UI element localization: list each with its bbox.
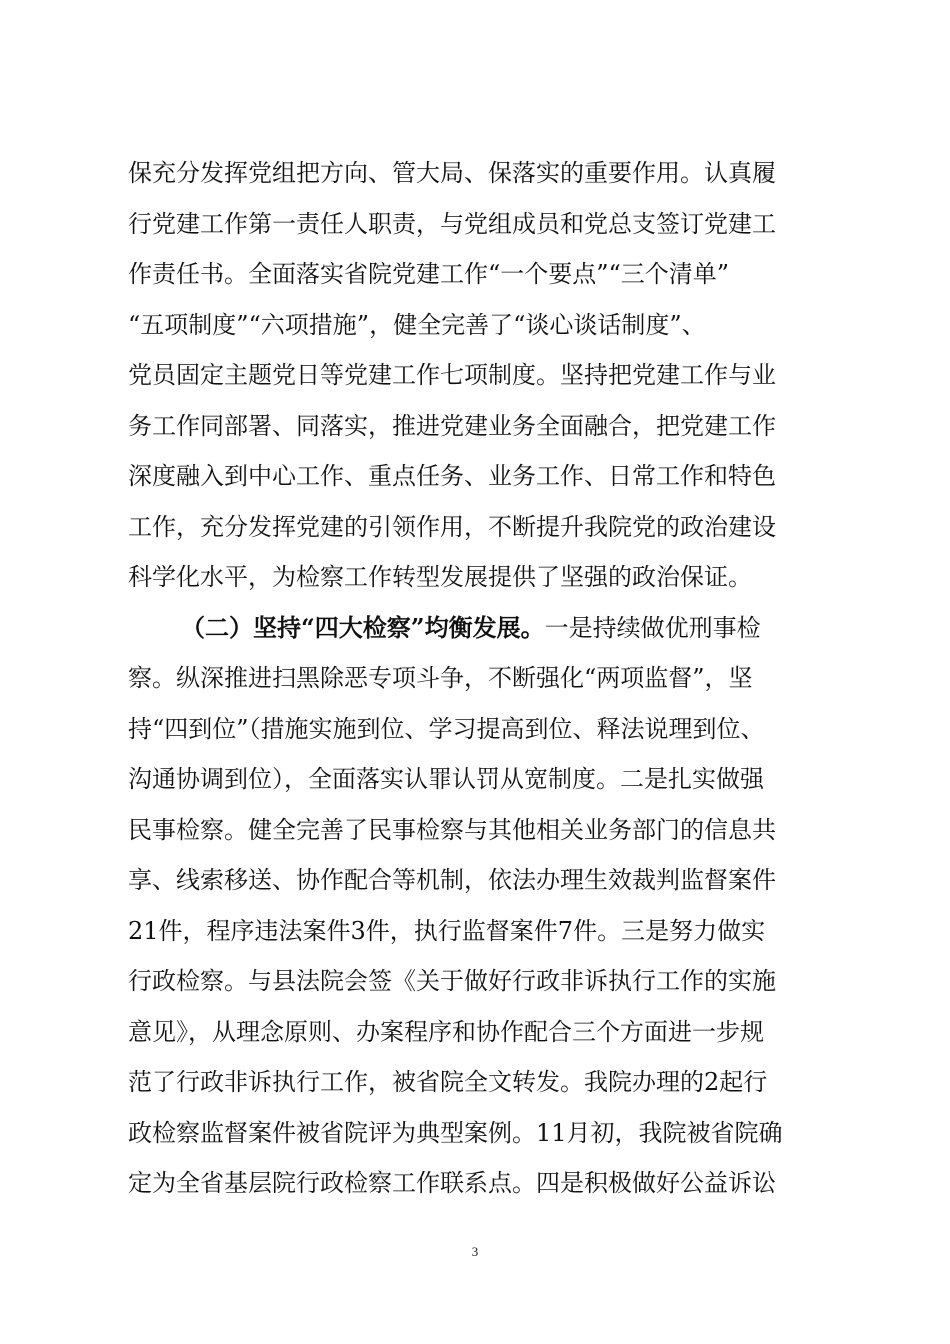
text-line: “五项制度”“六项措施”，健全完善了“谈心谈话制度”、 [128, 310, 706, 339]
text-line: 工作，充分发挥党建的引领作用，不断提升我院党的政治建设 [128, 512, 776, 541]
text-line: 作责任书。全面落实省院党建工作“一个要点”“三个清单” [128, 260, 730, 288]
text-line: 政检察监督案件被省院评为典型案例。11月初，我院被省院确 [128, 1118, 783, 1147]
page-number: 3 [471, 1244, 479, 1259]
body-text [128, 148, 828, 1209]
text-line: 21件，程序违法案件3件，执行监督案件7件。三是努力做实 [128, 916, 766, 945]
text-line: 深度融入到中心工作、重点任务、业务工作、日常工作和特色 [128, 462, 776, 490]
text-line: 党员固定主题党日等党建工作七项制度。坚持把党建工作与业 [128, 361, 776, 389]
text-line: 民事检察。健全完善了民事检察与其他相关业务部门的信息共 [128, 815, 776, 844]
text-line: 保充分发挥党组把方向、管大局、保落实的重要作用。认真履 [128, 159, 776, 187]
text-line: 享、线索移送、协作配合等机制，依法办理生效裁判监督案件 [128, 866, 776, 894]
section-heading-line [128, 603, 828, 654]
text-line: 定为全省基层院行政检察工作联系点。四是积极做好公益诉讼 [128, 1169, 776, 1197]
text-line: 察。纵深推进扫黑除恶专项斗争，不断强化“两项监督”，坚 [128, 664, 753, 692]
text-line: 持“四到位”（措施实施到位、学习提高到位、释法说理到位、 [128, 714, 765, 743]
text-line: 范了行政非诉执行工作，被省院全文转发。我院办理的2起行 [128, 1068, 768, 1096]
text-line: 意见》，从理念原则、办案程序和协作配合三个方面进一步规 [128, 1017, 764, 1046]
section-heading: （二）坚持“四大检察”均衡发展。 [181, 612, 545, 642]
text-line: 务工作同部署、同落实，推进党建业务全面融合，把党建工作 [128, 411, 776, 440]
text-line: 行政检察。与县法院会签《关于做好行政非诉执行工作的实施 [128, 967, 776, 995]
text-line: 沟通协调到位），全面落实认罪认罚从宽制度。二是扎实做强 [128, 765, 764, 793]
text-line: 科学化水平，为检察工作转型发展提供了坚强的政治保证。 [128, 563, 752, 591]
text-line: 行党建工作第一责任人职责，与党组成员和党总支签订党建工 [128, 209, 776, 238]
text-segment: 一是持续做优刑事检 [544, 613, 761, 642]
